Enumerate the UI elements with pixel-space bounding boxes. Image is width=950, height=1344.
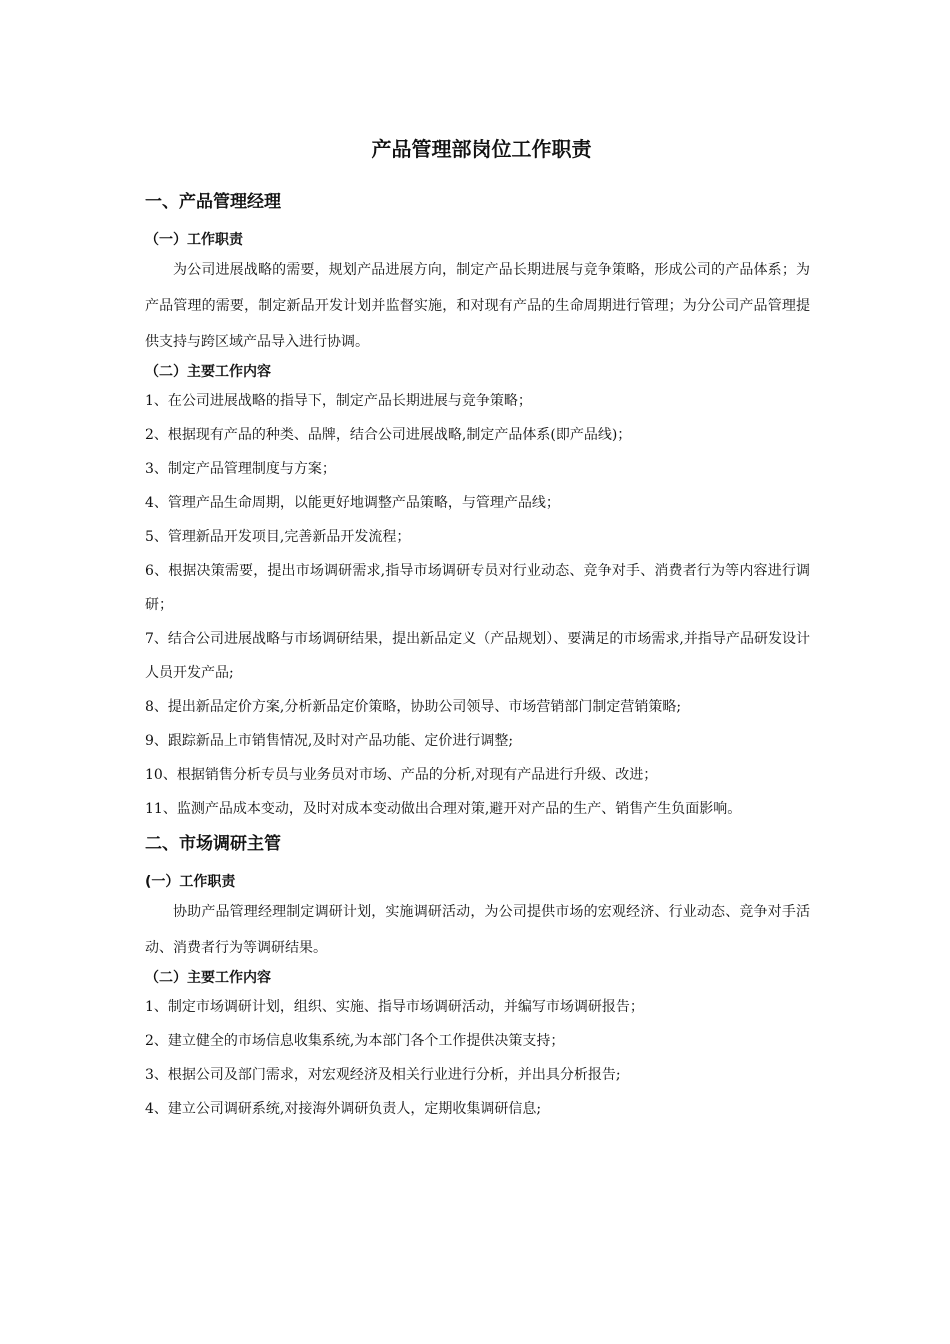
work-content-list <box>145 384 810 826</box>
duty-heading: （一）工作职责 <box>145 232 243 248</box>
list-item: 3、制定产品管理制度与方案； <box>145 461 336 477</box>
document-title: 产品管理部岗位工作职责 <box>371 137 592 161</box>
work-content-list <box>145 990 810 1126</box>
list-item: 9、跟踪新品上市销售情况,及时对产品功能、定价进行调整; <box>145 733 514 749</box>
section-heading: 二、市场调研主管 <box>145 834 281 854</box>
list-item: 11、监测产品成本变动，及时对成本变动做出合理对策,避开对产品的生产、销售产生负面影响。 <box>145 801 742 817</box>
list-item: 8、提出新品定价方案,分析新品定价策略，协助公司领导、市场营销部门制定营销策略; <box>145 699 682 715</box>
list-item: 7、结合公司进展战略与市场调研结果，提出新品定义（产品规划）、要满足的市场需求,并指导产品研发设计人员开发产品; <box>145 631 810 681</box>
list-item: 5、管理新品开发项目,完善新品开发流程； <box>145 529 411 545</box>
list-item: 1、制定市场调研计划，组织、实施、指导市场调研活动，并编写市场调研报告； <box>145 999 644 1015</box>
list-item: 10、根据销售分析专员与业务员对市场、产品的分析,对现有产品进行升级、改进； <box>145 767 658 783</box>
list-item: 4、管理产品生命周期，以能更好地调整产品策略，与管理产品线； <box>145 495 560 511</box>
list-item: 1、在公司进展战略的指导下，制定产品长期进展与竞争策略； <box>145 393 532 409</box>
list-item: 6、根据决策需要，提出市场调研需求,指导市场调研专员对行业动态、竞争对手、消费者行为等内容进行调研； <box>145 563 810 613</box>
duty-paragraph: 为公司进展战略的需要，规划产品进展方向，制定产品长期进展与竞争策略，形成公司的产品体系；为产品管理的需要，制定新品开发计划并监督实施，和对现有产品的生命周期进行管理；为分公司产品管理提供支持与跨区域产品导入进行协调。 <box>145 262 810 350</box>
section-heading: 一、产品管理经理 <box>145 192 281 212</box>
content-heading: （二）主要工作内容 <box>145 364 271 380</box>
list-item: 4、建立公司调研系统,对接海外调研负责人，定期收集调研信息; <box>145 1101 542 1117</box>
duty-heading: (一）工作职责 <box>145 874 236 890</box>
content-heading: （二）主要工作内容 <box>145 970 271 986</box>
section-product-manager <box>145 188 810 826</box>
duty-paragraph: 协助产品管理经理制定调研计划，实施调研活动，为公司提供市场的宏观经济、行业动态、竞争对手活动、消费者行为等调研结果。 <box>145 904 810 956</box>
list-item: 2、建立健全的市场信息收集系统,为本部门各个工作提供决策支持； <box>145 1033 565 1049</box>
list-item: 3、根据公司及部门需求，对宏观经济及相关行业进行分析，并出具分析报告; <box>145 1067 621 1083</box>
section-market-research-supervisor <box>145 830 810 1126</box>
list-item: 2、根据现有产品的种类、品牌，结合公司进展战略,制定产品体系(即产品线)； <box>145 427 632 443</box>
